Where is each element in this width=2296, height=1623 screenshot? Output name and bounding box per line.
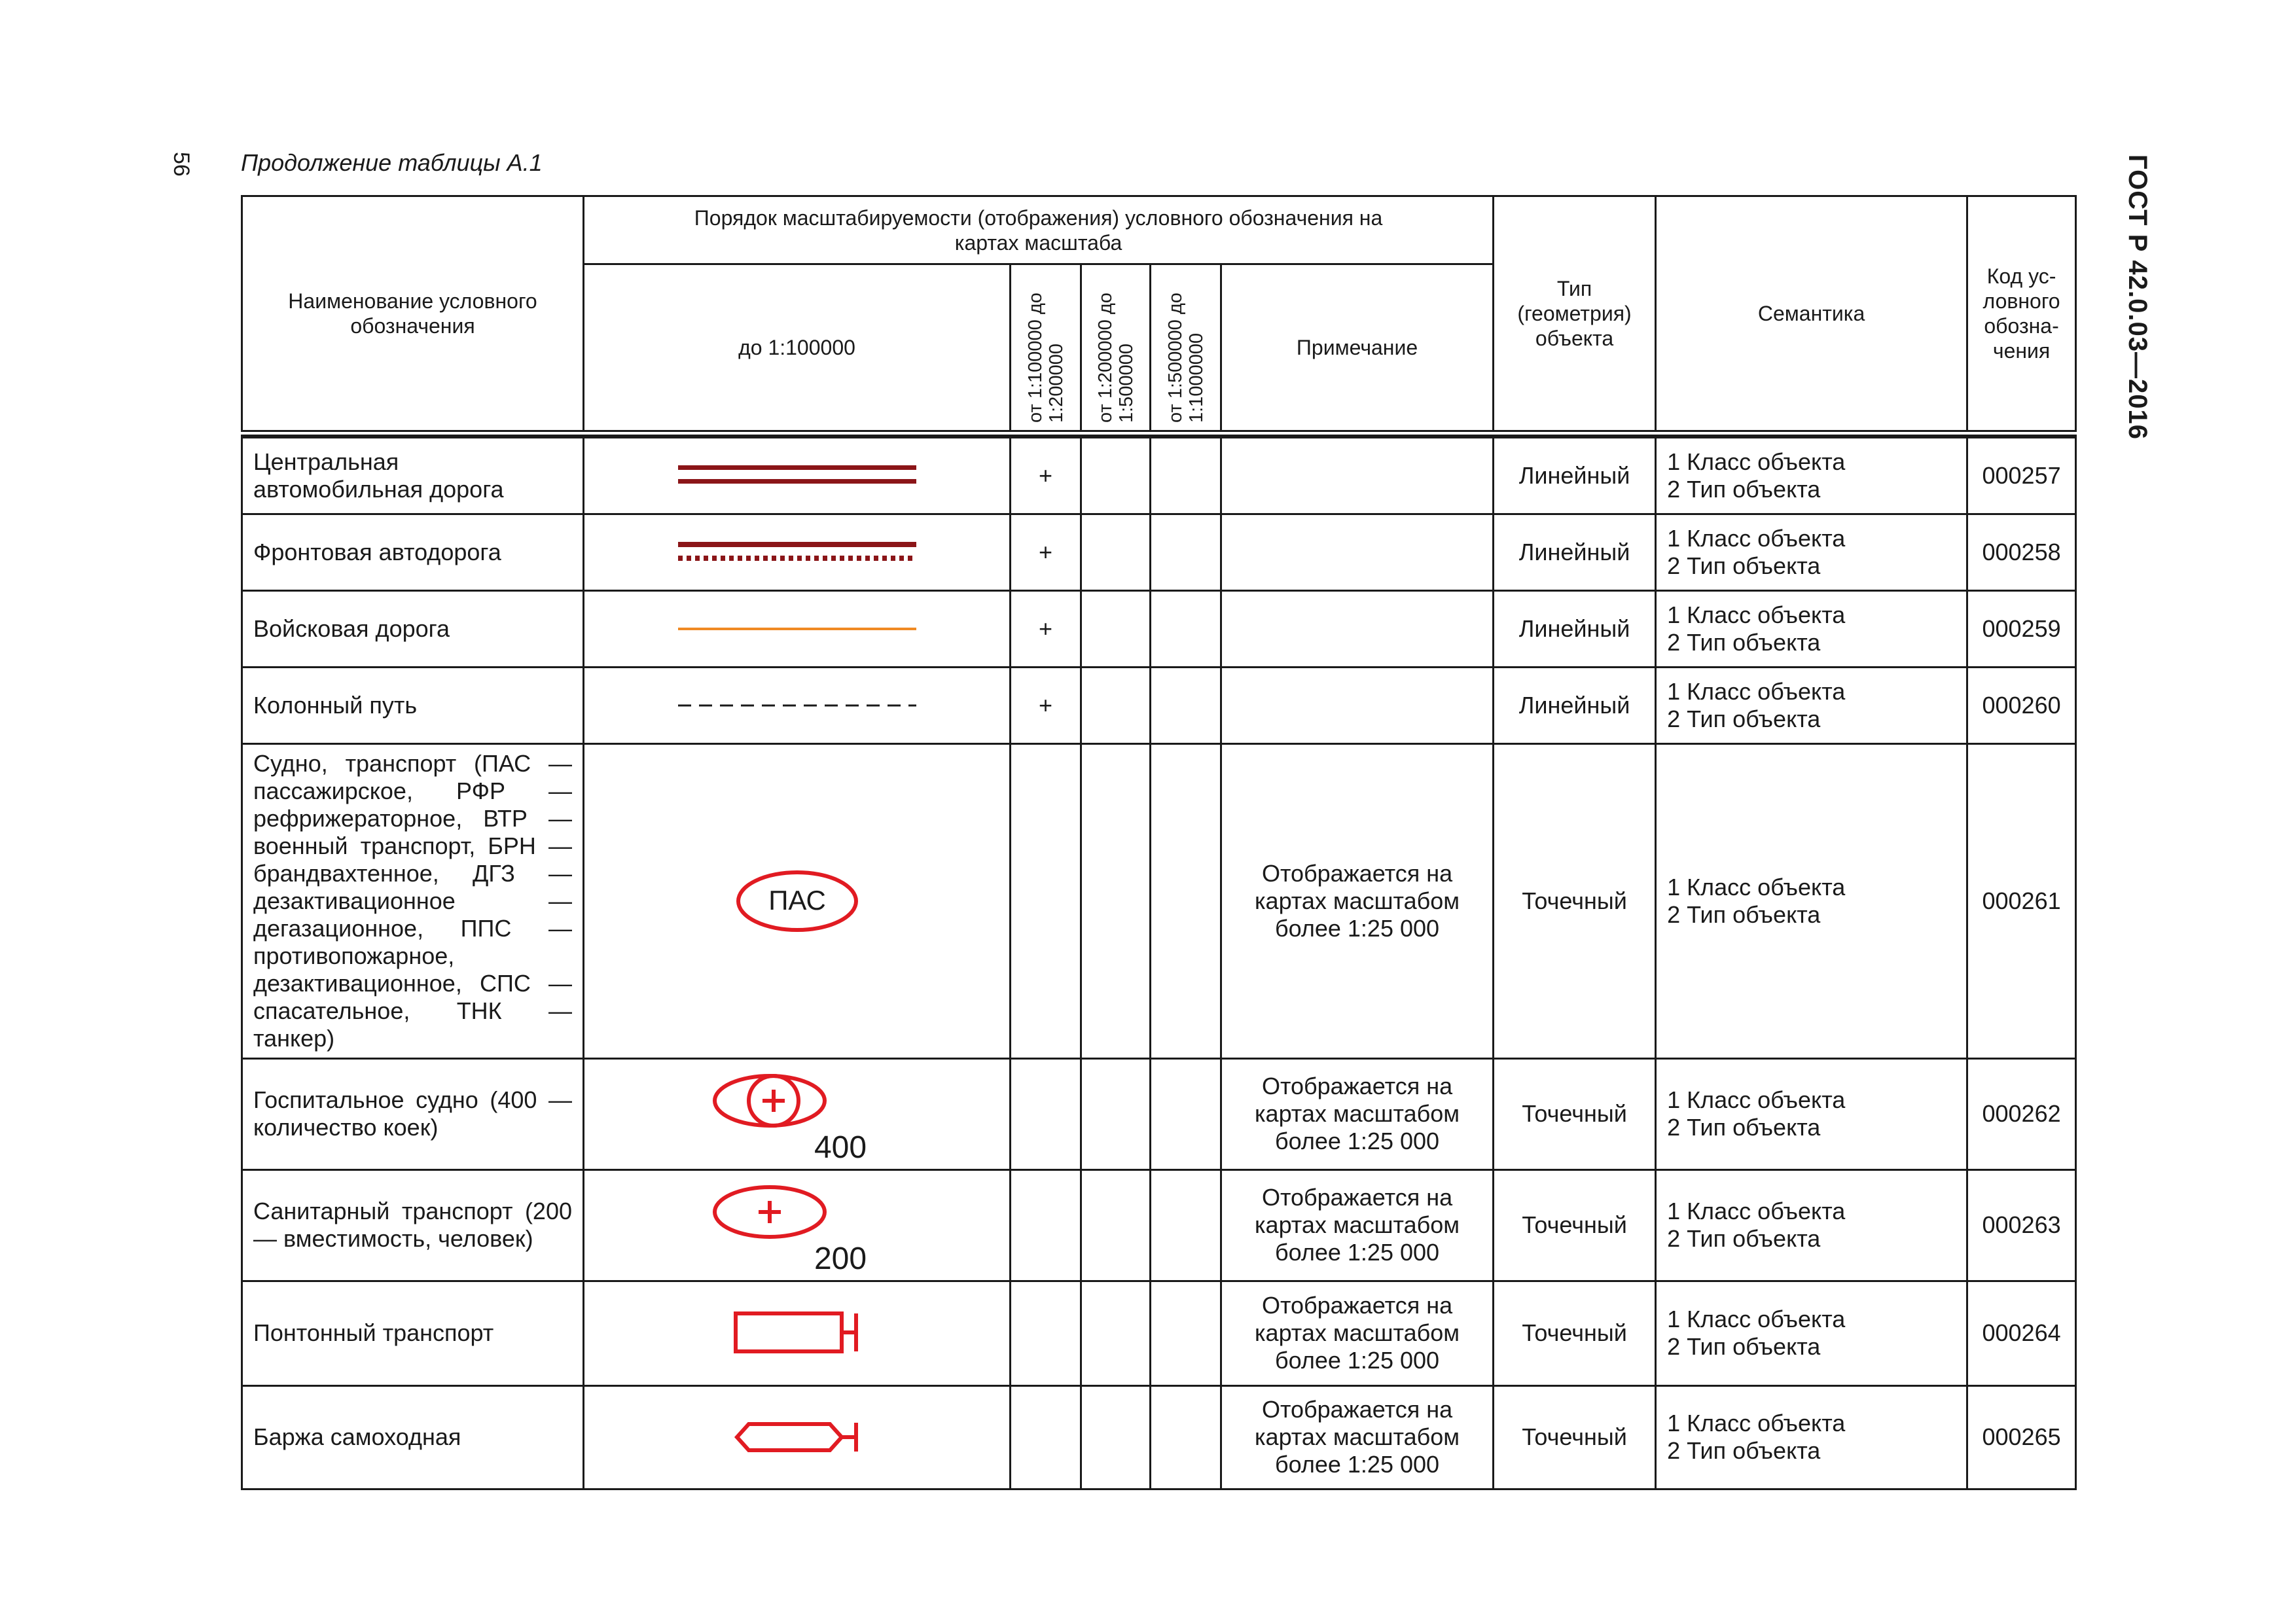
page-number: 56 <box>169 152 194 177</box>
object-type: Точечный <box>1494 743 1656 1058</box>
note <box>1221 590 1494 667</box>
object-type: Линейный <box>1494 514 1656 590</box>
symbol-pontoon-transport <box>584 1281 1011 1385</box>
semantics: 1 Класс объекта 2 Тип объекта <box>1656 743 1967 1058</box>
object-code: 000258 <box>1967 514 2076 590</box>
note: Отображается на картах масштабом более 1:25 000 <box>1221 1385 1494 1489</box>
scale-mark <box>1081 1281 1151 1385</box>
header-scale-3: от 1:200000 до 1:500000 <box>1081 264 1151 433</box>
scale-mark <box>1011 1169 1081 1281</box>
scale-mark: + <box>1011 667 1081 743</box>
object-code: 000260 <box>1967 667 2076 743</box>
svg-text:400: 400 <box>814 1130 867 1163</box>
table-row <box>242 437 2076 514</box>
scale-mark <box>1151 590 1221 667</box>
object-code: 000257 <box>1967 437 2076 514</box>
object-type: Линейный <box>1494 667 1656 743</box>
symbol-name: Войсковая дорога <box>242 590 584 667</box>
semantics: 1 Класс объекта 2 Тип объекта <box>1656 1385 1967 1489</box>
symbol-name: Баржа самоходная <box>242 1385 584 1489</box>
object-type: Точечный <box>1494 1281 1656 1385</box>
header-scale-4: от 1:500000 до 1:1000000 <box>1151 264 1221 433</box>
scale-mark <box>1081 743 1151 1058</box>
symbol-self-propelled-barge <box>584 1385 1011 1489</box>
scale-mark <box>1011 1058 1081 1169</box>
semantics: 1 Класс объекта 2 Тип объекта <box>1656 514 1967 590</box>
scale-mark <box>1081 590 1151 667</box>
object-code: 000263 <box>1967 1169 2076 1281</box>
header-scale-group: Порядок масштабируемости (отображения) условного обозначения на картах масштаба <box>584 196 1494 264</box>
symbol-name: Фронтовая автодорога <box>242 514 584 590</box>
table-row <box>242 1281 2076 1385</box>
semantics: 1 Класс объекта 2 Тип объекта <box>1656 590 1967 667</box>
svg-text:200: 200 <box>814 1241 867 1274</box>
symbol-sanitary-transport <box>584 1169 1011 1281</box>
symbol-name: Судно, транспорт (ПАС — пассажирское, РФР — рефрижераторное, ВТР — военный транспорт, БРН — брандвахтенное, ДГЗ — дезактивационное — дегазационное, ППС — противопожарное, дезактивационное, СПС — спасательное, ТНК — танкер) <box>242 743 584 1058</box>
document-standard-title: ГОСТ Р 42.0.03—2016 <box>2123 154 2152 440</box>
symbol-front-road <box>584 514 1011 590</box>
scale-mark <box>1151 743 1221 1058</box>
note: Отображается на картах масштабом более 1:25 000 <box>1221 743 1494 1058</box>
symbol-military-road <box>584 590 1011 667</box>
object-type: Линейный <box>1494 590 1656 667</box>
table-row <box>242 590 2076 667</box>
header-note: Примечание <box>1221 264 1494 433</box>
semantics: 1 Класс объекта 2 Тип объекта <box>1656 667 1967 743</box>
symbol-column-route <box>584 667 1011 743</box>
scale-mark: + <box>1011 590 1081 667</box>
object-type: Точечный <box>1494 1169 1656 1281</box>
symbols-table <box>241 195 2077 1490</box>
object-code: 000265 <box>1967 1385 2076 1489</box>
table-caption: Продолжение таблицы А.1 <box>241 149 543 176</box>
scale-mark <box>1081 514 1151 590</box>
header-code: Код ус-ловного обозна-чения <box>1967 196 2076 433</box>
scale-mark <box>1081 437 1151 514</box>
table-row <box>242 743 2076 1058</box>
header-type: Тип (геометрия) объекта <box>1494 196 1656 433</box>
scale-mark <box>1081 667 1151 743</box>
object-type: Точечный <box>1494 1058 1656 1169</box>
table-row <box>242 667 2076 743</box>
symbol-name: Центральная автомобильная дорога <box>242 437 584 514</box>
symbol-central-road <box>584 437 1011 514</box>
object-code: 000264 <box>1967 1281 2076 1385</box>
scale-mark <box>1011 1385 1081 1489</box>
symbol-name: Санитарный транспорт (200 — вместимость, человек) <box>242 1169 584 1281</box>
scale-mark <box>1081 1169 1151 1281</box>
scale-mark <box>1151 1058 1221 1169</box>
note: Отображается на картах масштабом более 1:25 000 <box>1221 1169 1494 1281</box>
symbol-hospital-ship <box>584 1058 1011 1169</box>
header-semantics: Семантика <box>1656 196 1967 433</box>
table-row <box>242 1169 2076 1281</box>
scale-mark <box>1151 514 1221 590</box>
object-code: 000261 <box>1967 743 2076 1058</box>
scale-mark <box>1081 1058 1151 1169</box>
note <box>1221 437 1494 514</box>
semantics: 1 Класс объекта 2 Тип объекта <box>1656 1169 1967 1281</box>
note: Отображается на картах масштабом более 1:25 000 <box>1221 1058 1494 1169</box>
scale-mark: + <box>1011 437 1081 514</box>
semantics: 1 Класс объекта 2 Тип объекта <box>1656 1058 1967 1169</box>
object-type: Линейный <box>1494 437 1656 514</box>
header-scale-2: от 1:100000 до 1:200000 <box>1011 264 1081 433</box>
object-code: 000259 <box>1967 590 2076 667</box>
note <box>1221 667 1494 743</box>
semantics: 1 Класс объекта 2 Тип объекта <box>1656 1281 1967 1385</box>
scale-mark <box>1151 1281 1221 1385</box>
header-scale-1: до 1:100000 <box>584 264 1011 433</box>
header-name: Наименование условного обозначения <box>242 196 584 433</box>
symbol-name: Понтонный транспорт <box>242 1281 584 1385</box>
table-row <box>242 1058 2076 1169</box>
scale-mark <box>1151 1385 1221 1489</box>
svg-text:ПАС: ПАС <box>768 884 826 916</box>
table-row <box>242 1385 2076 1489</box>
scale-mark <box>1151 1169 1221 1281</box>
symbol-name: Колонный путь <box>242 667 584 743</box>
symbol-vessel <box>584 743 1011 1058</box>
semantics: 1 Класс объекта 2 Тип объекта <box>1656 437 1967 514</box>
scale-mark: + <box>1011 514 1081 590</box>
object-code: 000262 <box>1967 1058 2076 1169</box>
table-row <box>242 514 2076 590</box>
scale-mark <box>1011 743 1081 1058</box>
symbol-name: Госпитальное судно (400 — количество коек) <box>242 1058 584 1169</box>
scale-mark <box>1081 1385 1151 1489</box>
scale-mark <box>1151 437 1221 514</box>
object-type: Точечный <box>1494 1385 1656 1489</box>
scale-mark <box>1151 667 1221 743</box>
scale-mark <box>1011 1281 1081 1385</box>
note <box>1221 514 1494 590</box>
note: Отображается на картах масштабом более 1:25 000 <box>1221 1281 1494 1385</box>
